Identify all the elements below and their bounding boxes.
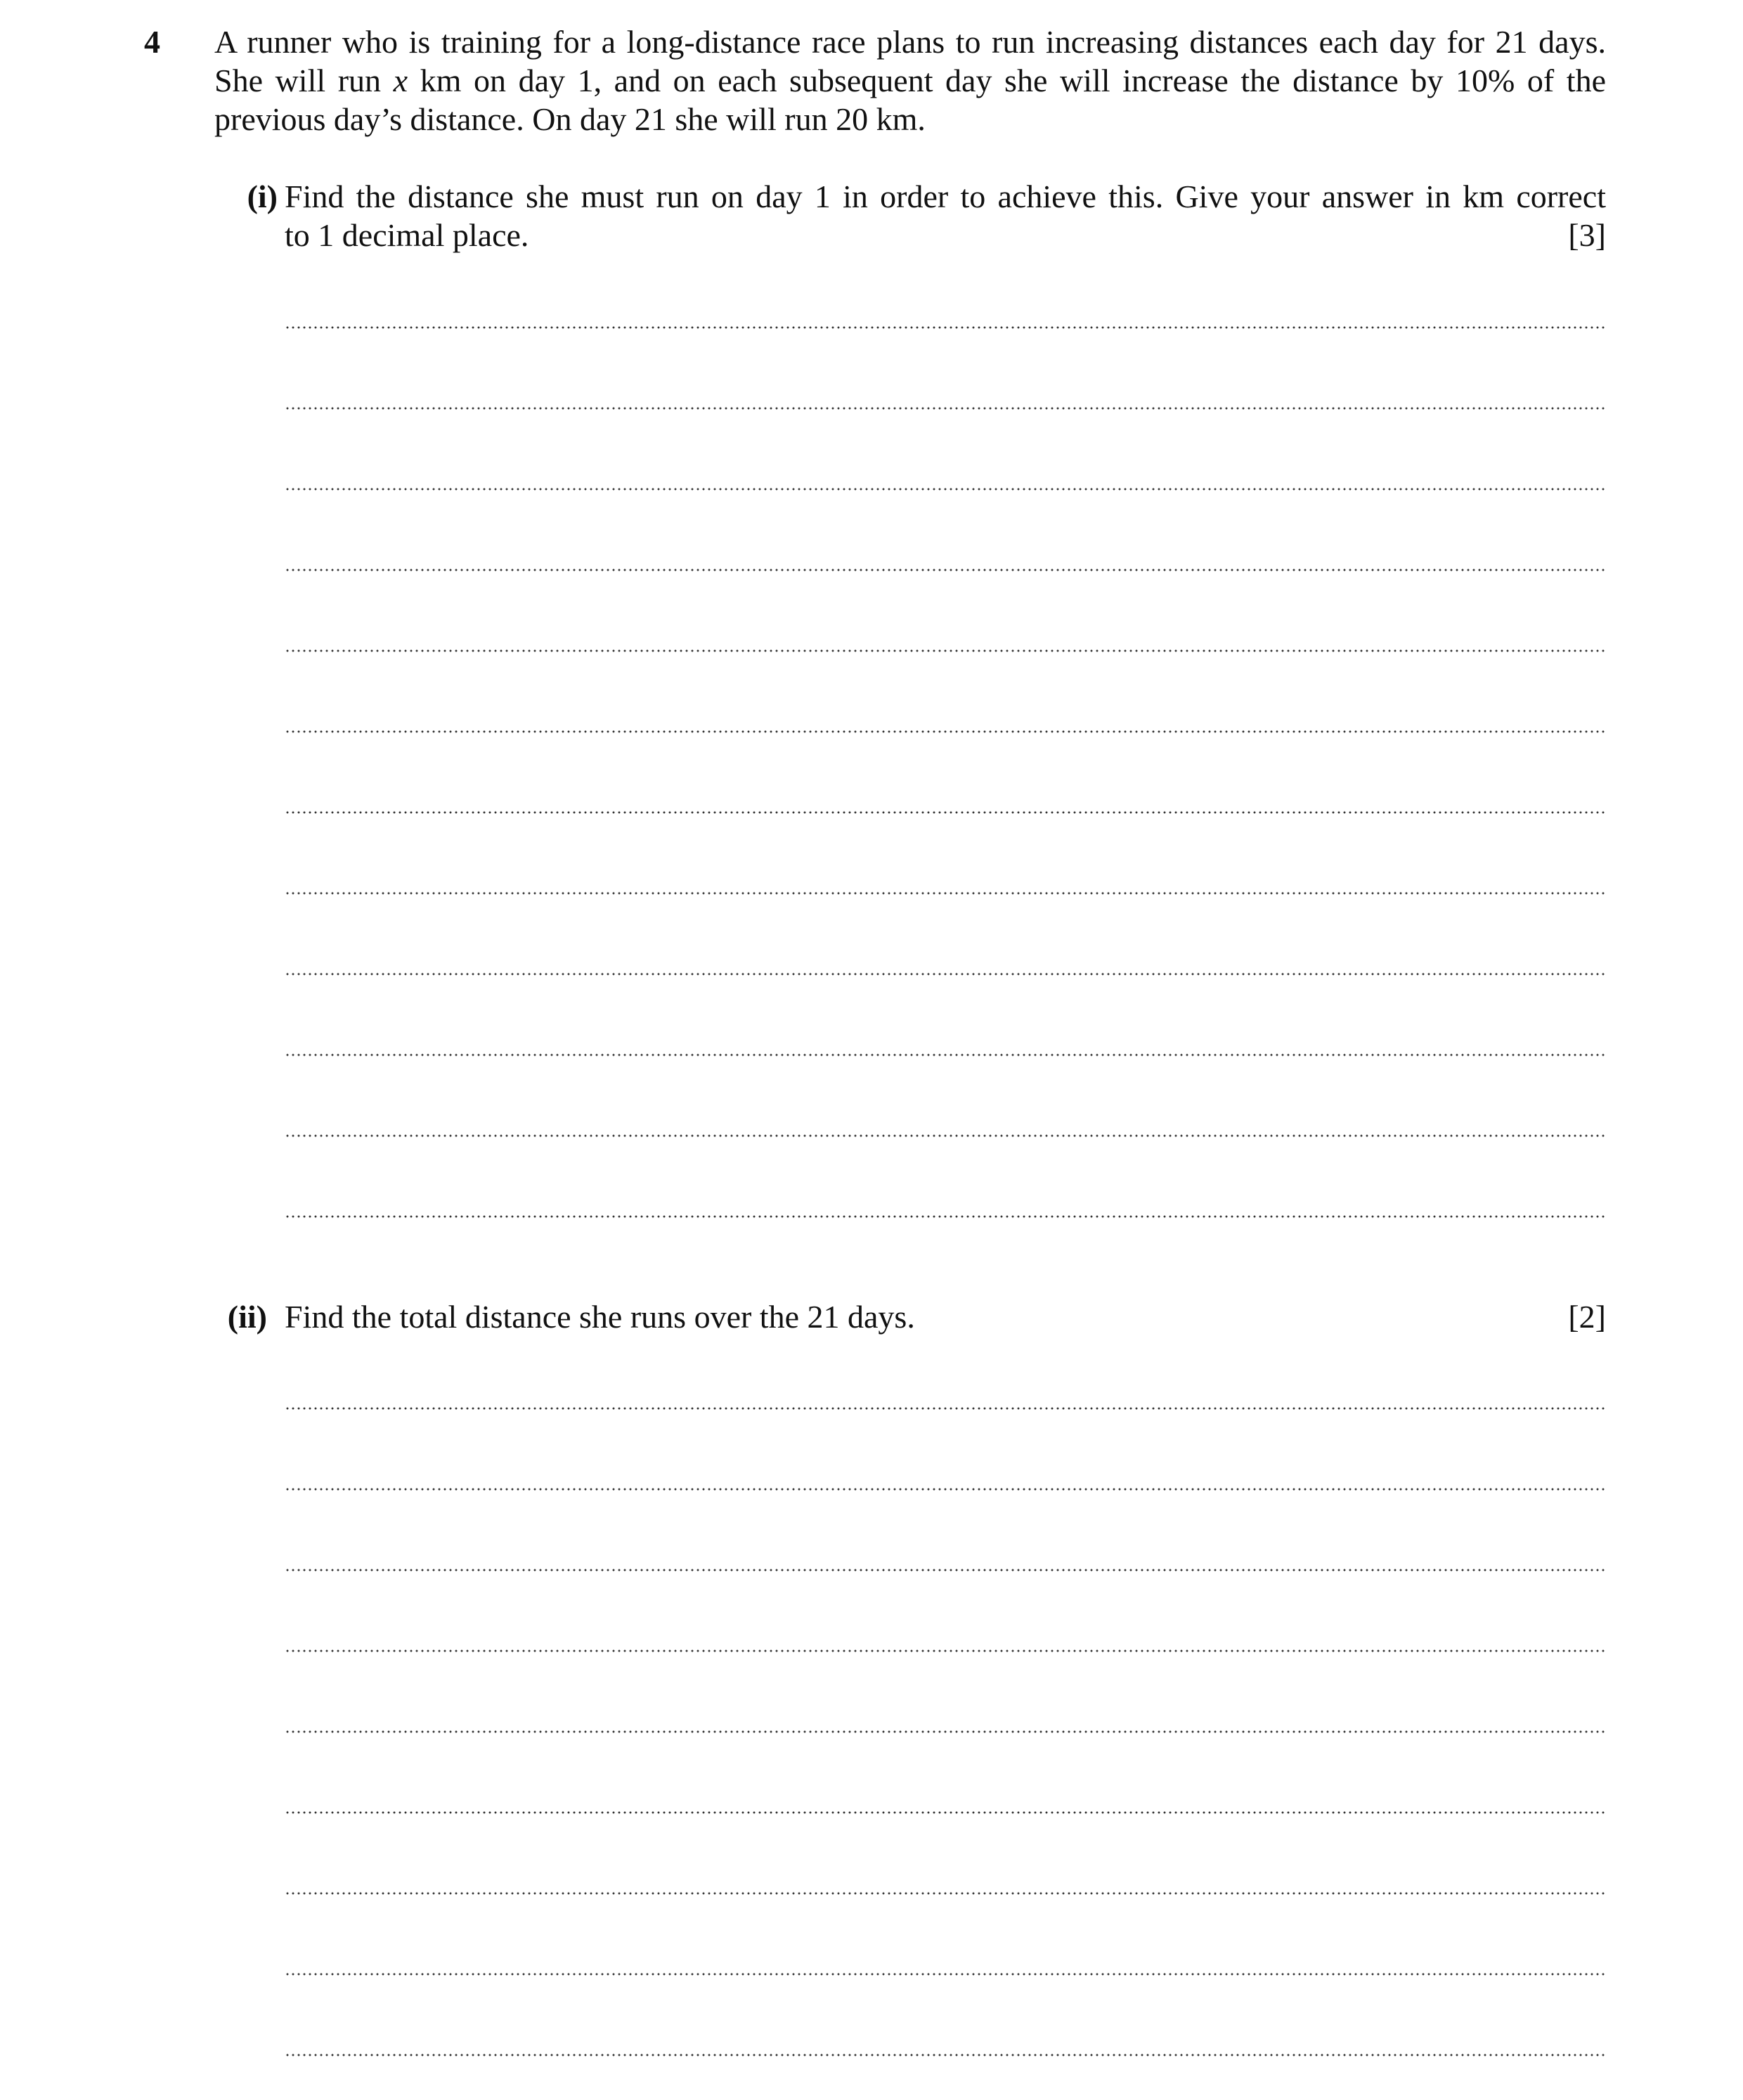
part-ii-line-1: Find the total distance she runs over the 21 days.: [285, 1299, 915, 1335]
part-i-text: [285, 177, 1606, 254]
answer-line[interactable]: [285, 973, 1606, 976]
answer-line[interactable]: [285, 1407, 1606, 1410]
part-ii-text: [285, 1297, 1606, 1336]
answer-line[interactable]: [285, 1730, 1606, 1733]
question-number: 4: [144, 24, 160, 60]
part-i-label: (i): [247, 179, 278, 214]
part-ii-marks: [2]: [1568, 1299, 1606, 1335]
answer-line[interactable]: [285, 488, 1606, 491]
answer-line[interactable]: [285, 1892, 1606, 1895]
answer-line[interactable]: [285, 1134, 1606, 1137]
answer-line[interactable]: [285, 1215, 1606, 1218]
stem-line-1: A runner who is training for a long-distance race plans to run increasing distances each day for 21 days.: [214, 24, 1606, 60]
part-i-line-1: Find the distance she must run on day 1 in order to achieve this. Give your answer in km correct: [285, 179, 1606, 214]
answer-line[interactable]: [285, 649, 1606, 652]
answer-line[interactable]: [285, 1811, 1606, 1814]
answer-line[interactable]: [285, 1054, 1606, 1056]
part-ii-answer-area[interactable]: [285, 0, 1606, 1]
part-i-marks: [3]: [1568, 217, 1606, 253]
answer-line[interactable]: [285, 1488, 1606, 1491]
stem-line-2: [214, 61, 1606, 100]
stem-line-3: previous day’s distance. On day 21 she will run 20 km.: [214, 101, 926, 137]
question-stem: [214, 22, 1606, 138]
answer-line[interactable]: [285, 730, 1606, 733]
answer-line[interactable]: [285, 1649, 1606, 1652]
answer-line[interactable]: [285, 1569, 1606, 1571]
answer-line[interactable]: [285, 407, 1606, 410]
answer-line[interactable]: [285, 569, 1606, 571]
stem-line-2-end: km on day 1, and on each subsequent day she will increase the distance by 10% of the: [408, 63, 1606, 98]
stem-line-2-start: She will run: [214, 63, 394, 98]
answer-line[interactable]: [285, 811, 1606, 814]
part-ii-label: (ii): [227, 1299, 267, 1335]
variable-x: x: [393, 63, 408, 98]
answer-line[interactable]: [285, 892, 1606, 895]
answer-line[interactable]: [285, 2054, 1606, 2056]
answer-line[interactable]: [285, 326, 1606, 329]
answer-line[interactable]: [285, 1973, 1606, 1976]
part-i-line-2: to 1 decimal place.: [285, 217, 529, 253]
